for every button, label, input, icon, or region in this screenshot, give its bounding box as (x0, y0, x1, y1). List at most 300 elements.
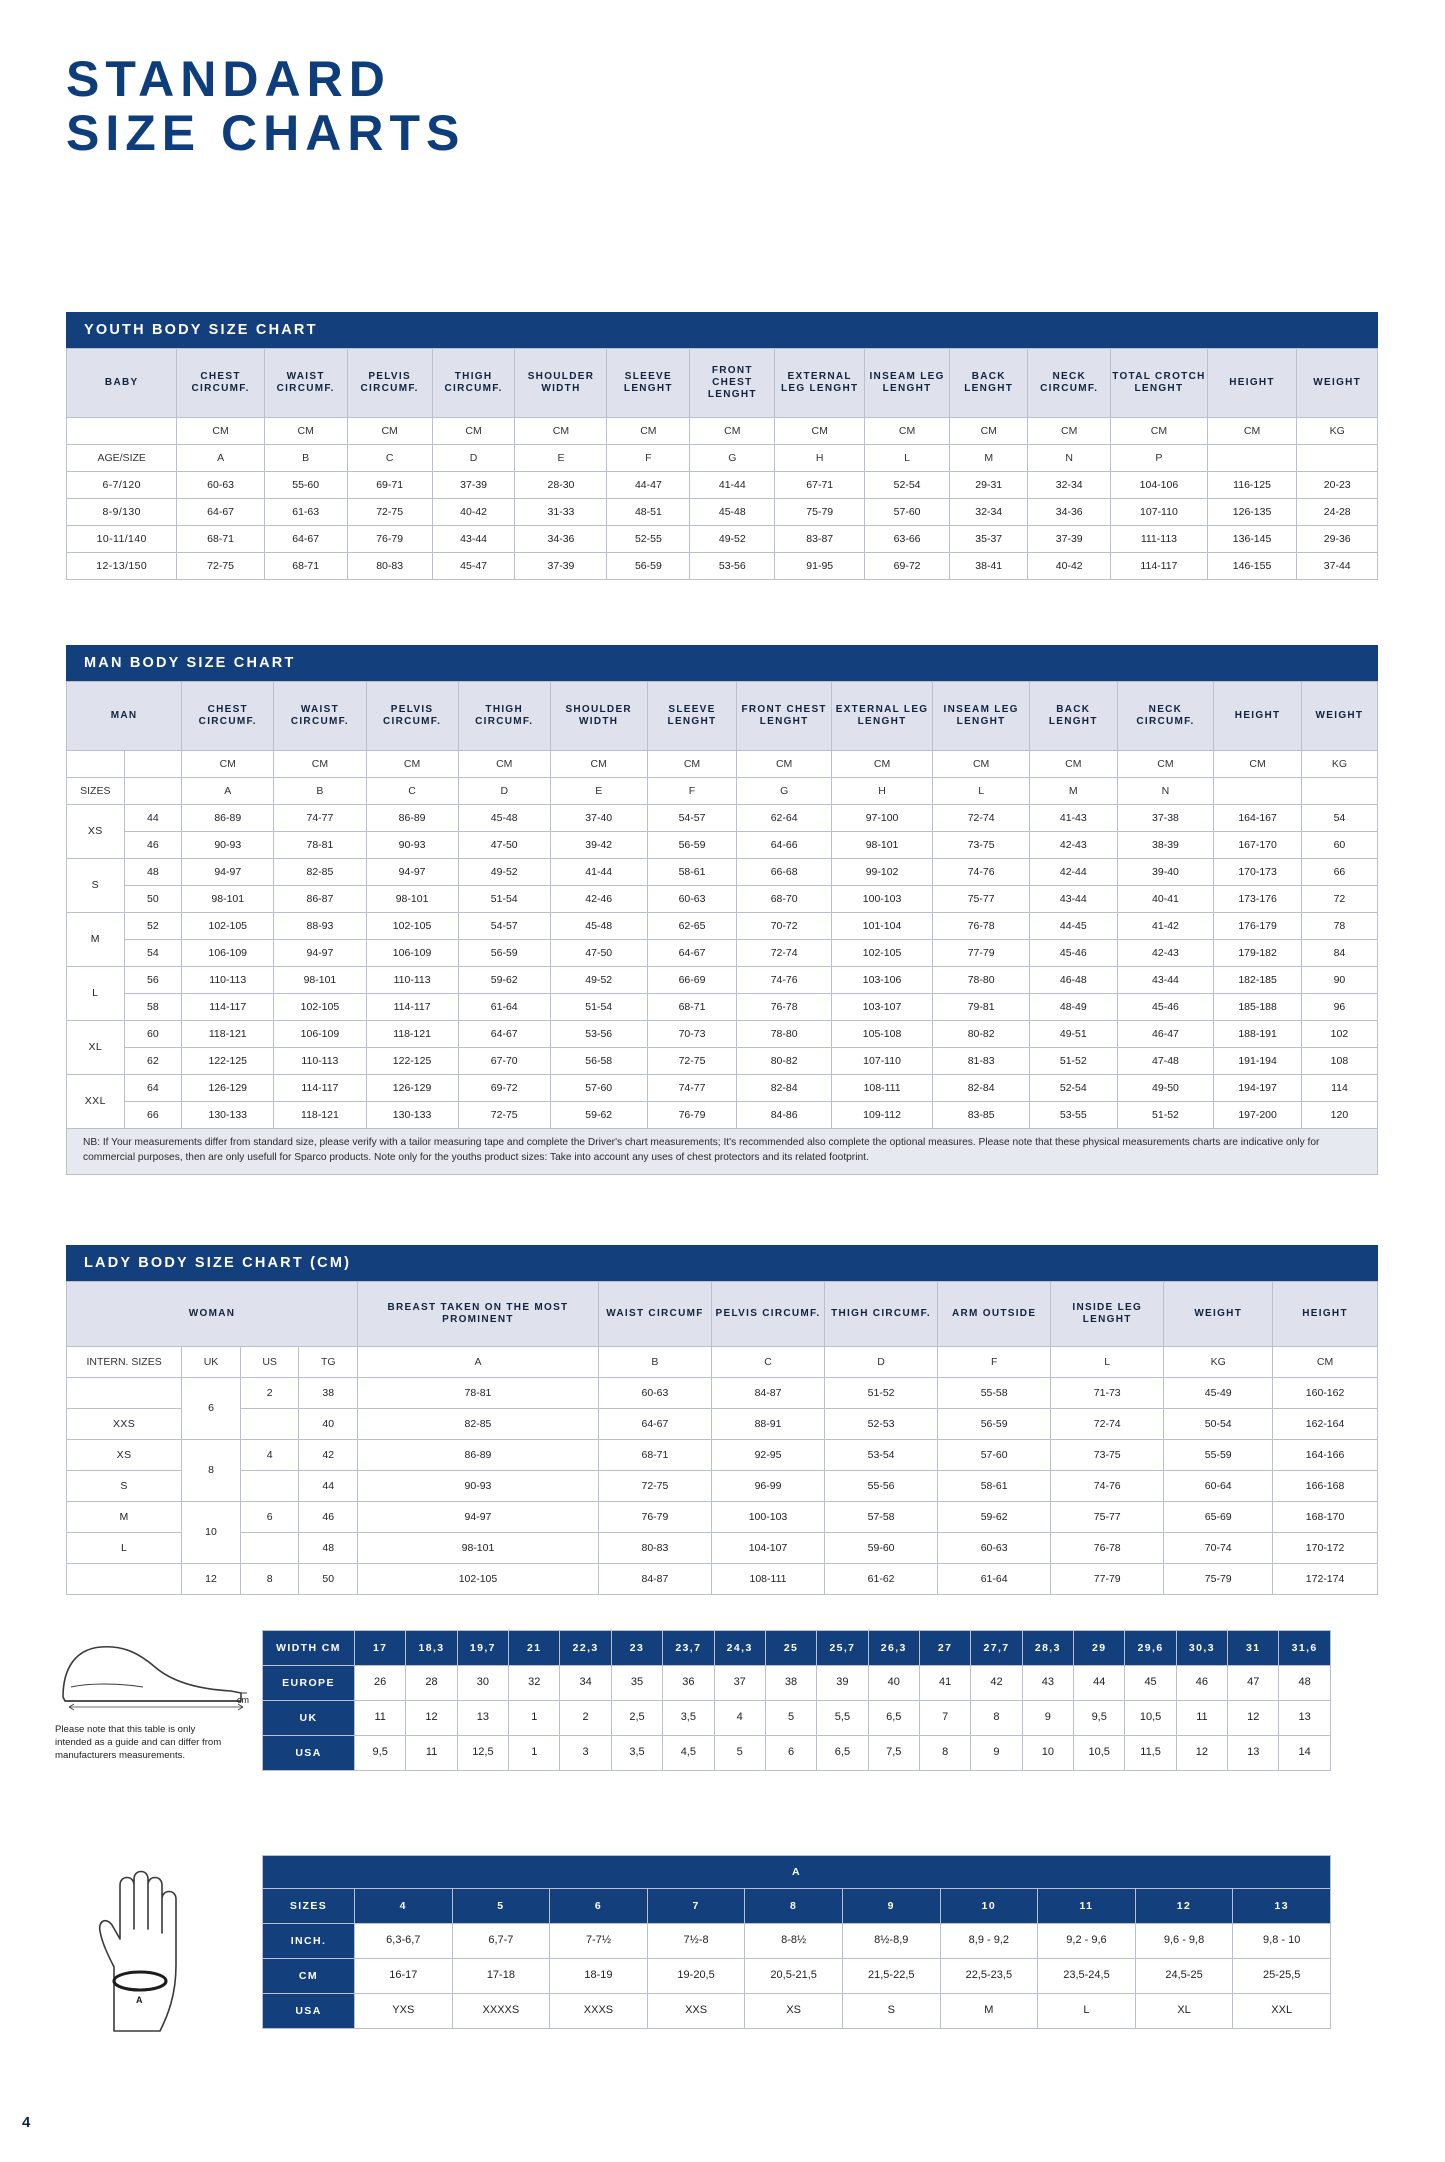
man-data-cell: 46-47 (1117, 1021, 1214, 1048)
man-data-cell: 61-64 (458, 994, 550, 1021)
lady-intern-size (67, 1564, 182, 1595)
man-data-cell: 38-39 (1117, 832, 1214, 859)
man-unit-cell (124, 751, 182, 778)
man-data-cell: 47-50 (550, 940, 647, 967)
youth-letter-cell (1297, 445, 1378, 472)
man-data-cell: 76-78 (933, 913, 1030, 940)
man-data-cell: 191-194 (1214, 1048, 1302, 1075)
man-data-cell: 130-133 (366, 1102, 458, 1129)
man-data-cell: 98-101 (366, 886, 458, 913)
man-letter-cell: L (933, 778, 1030, 805)
man-data-cell: 106-109 (366, 940, 458, 967)
youth-header-cell: INSEAM LEG LENGHT (865, 349, 950, 418)
man-letter-cell: B (274, 778, 366, 805)
man-data-cell: 114-117 (274, 1075, 366, 1102)
man-data-cell: 86-87 (274, 886, 366, 913)
man-data-cell: 83-85 (933, 1102, 1030, 1129)
man-data-cell: 188-191 (1214, 1021, 1302, 1048)
lady-us-size (240, 1533, 299, 1564)
glove-cell: 18-19 (550, 1959, 648, 1994)
shoe-cell: 8 (919, 1736, 970, 1771)
shoe-table (262, 1630, 1331, 1771)
man-data-cell: 46-48 (1030, 967, 1118, 994)
lady-data-cell: 82-85 (358, 1409, 599, 1440)
shoe-cell: 13 (457, 1701, 508, 1736)
glove-cell: 7-7½ (550, 1924, 648, 1959)
man-data-row (67, 1048, 1378, 1075)
shoe-size-chart (262, 1630, 1330, 1771)
man-unit-cell: CM (550, 751, 647, 778)
shoe-cell: 27 (919, 1631, 970, 1666)
glove-row (263, 1889, 1331, 1924)
man-data-cell: 41-44 (550, 859, 647, 886)
man-data-cell: 43-44 (1117, 967, 1214, 994)
shoe-cell: 12 (406, 1701, 457, 1736)
man-data-cell: 45-48 (458, 805, 550, 832)
man-data-cell: 106-109 (182, 940, 274, 967)
man-data-cell: 62-64 (737, 805, 831, 832)
man-header-cell: WEIGHT (1301, 682, 1377, 751)
youth-letter-cell: N (1028, 445, 1111, 472)
shoe-icon (55, 1635, 255, 1715)
shoe-cell: 4,5 (663, 1736, 714, 1771)
man-size-number: 44 (124, 805, 182, 832)
man-data-row (67, 1021, 1378, 1048)
lady-header-cell: INSIDE LEG LENGHT (1051, 1282, 1164, 1347)
man-data-row (67, 1075, 1378, 1102)
man-body-size-chart (66, 645, 1378, 1175)
man-data-cell: 52-54 (1030, 1075, 1118, 1102)
youth-letter-cell: H (775, 445, 865, 472)
youth-data-cell: 12-13/150 (67, 553, 177, 580)
man-data-cell: 80-82 (933, 1021, 1030, 1048)
man-data-cell: 64-67 (458, 1021, 550, 1048)
youth-data-cell: 126-135 (1207, 499, 1297, 526)
man-data-cell: 51-54 (550, 994, 647, 1021)
man-data-cell: 94-97 (182, 859, 274, 886)
youth-data-cell: 60-63 (177, 472, 264, 499)
glove-cell: 6,7-7 (452, 1924, 550, 1959)
man-data-cell: 42-43 (1117, 940, 1214, 967)
man-data-cell: 72 (1301, 886, 1377, 913)
man-data-cell: 69-72 (458, 1075, 550, 1102)
man-data-cell: 53-55 (1030, 1102, 1118, 1129)
lady-us-size (240, 1471, 299, 1502)
man-data-cell: 96 (1301, 994, 1377, 1021)
youth-unit-cell: CM (690, 418, 775, 445)
lady-data-cell: 168-170 (1273, 1502, 1378, 1533)
shoe-row (263, 1701, 1331, 1736)
youth-data-cell: 45-47 (432, 553, 515, 580)
youth-data-cell: 40-42 (1028, 553, 1111, 580)
glove-cell: 8½-8,9 (842, 1924, 940, 1959)
page-title-line1: STANDARD (66, 51, 391, 107)
man-data-cell: 39-42 (550, 832, 647, 859)
youth-unit-cell: CM (865, 418, 950, 445)
lady-data-cell: 166-168 (1273, 1471, 1378, 1502)
lady-data-cell: 57-58 (825, 1502, 938, 1533)
shoe-cell: 5,5 (817, 1701, 868, 1736)
youth-data-cell: 53-56 (690, 553, 775, 580)
man-data-cell: 44-45 (1030, 913, 1118, 940)
glove-row-label: USA (263, 1994, 355, 2029)
lady-data-cell: 55-56 (825, 1471, 938, 1502)
man-unit-cell: CM (647, 751, 737, 778)
youth-data-row (67, 472, 1378, 499)
man-unit-cell: CM (1214, 751, 1302, 778)
youth-data-cell: 80-83 (347, 553, 432, 580)
shoe-cell: 39 (817, 1666, 868, 1701)
man-data-cell: 56-59 (458, 940, 550, 967)
man-data-cell: 108-111 (831, 1075, 932, 1102)
glove-cell: XXL (1233, 1994, 1331, 2029)
man-data-cell: 54-57 (458, 913, 550, 940)
man-data-cell: 42-46 (550, 886, 647, 913)
lady-tg-size: 38 (299, 1378, 358, 1409)
youth-data-cell: 6-7/120 (67, 472, 177, 499)
youth-header-cell: EXTERNAL LEG LENGHT (775, 349, 865, 418)
shoe-cell: 3 (560, 1736, 611, 1771)
lady-data-cell: 57-60 (938, 1440, 1051, 1471)
glove-cell: 22,5-23,5 (940, 1959, 1038, 1994)
youth-data-cell: 111-113 (1111, 526, 1208, 553)
shoe-cell: 37 (714, 1666, 765, 1701)
man-data-cell: 179-182 (1214, 940, 1302, 967)
shoe-cell: 41 (919, 1666, 970, 1701)
lady-data-cell: 64-67 (598, 1409, 711, 1440)
man-data-cell: 54 (1301, 805, 1377, 832)
glove-cell: 17-18 (452, 1959, 550, 1994)
man-letter-cell: SIZES (67, 778, 125, 805)
lady-intern-size (67, 1378, 182, 1409)
shoe-note: Please note that this table is only intended as a guide and can differ from manufacturers measurements. (55, 1724, 222, 1761)
youth-data-cell: 32-34 (1028, 472, 1111, 499)
youth-unit-cell: CM (515, 418, 607, 445)
man-data-cell: 37-38 (1117, 805, 1214, 832)
man-size-number: 64 (124, 1075, 182, 1102)
man-data-cell: 51-52 (1117, 1102, 1214, 1129)
glove-title-cell: A (263, 1856, 1331, 1889)
glove-row (263, 1994, 1331, 2029)
glove-cell: 20,5-21,5 (745, 1959, 843, 1994)
youth-data-cell: 57-60 (865, 499, 950, 526)
youth-letter-cell: P (1111, 445, 1208, 472)
shoe-cell: 5 (714, 1736, 765, 1771)
man-header-cell: CHEST CIRCUMF. (182, 682, 274, 751)
lady-table (66, 1281, 1378, 1595)
man-data-cell: 103-107 (831, 994, 932, 1021)
man-letter-cell: E (550, 778, 647, 805)
youth-header-cell: WEIGHT (1297, 349, 1378, 418)
lady-tg-size: 48 (299, 1533, 358, 1564)
man-data-cell: 45-46 (1117, 994, 1214, 1021)
man-data-cell: 102-105 (366, 913, 458, 940)
lady-header-cell: THIGH CIRCUMF. (825, 1282, 938, 1347)
youth-letter-cell: M (950, 445, 1028, 472)
youth-header-cell: SHOULDER WIDTH (515, 349, 607, 418)
lady-tg-size: 44 (299, 1471, 358, 1502)
glove-size-chart (262, 1855, 1330, 2029)
youth-data-cell: 37-39 (1028, 526, 1111, 553)
lady-subheader-cell: F (938, 1347, 1051, 1378)
shoe-cell: 28,3 (1022, 1631, 1073, 1666)
shoe-cell: 32 (509, 1666, 560, 1701)
lady-tg-size: 40 (299, 1409, 358, 1440)
man-data-cell: 64-66 (737, 832, 831, 859)
man-data-cell: 66-69 (647, 967, 737, 994)
youth-data-cell: 55-60 (264, 472, 347, 499)
man-data-cell: 122-125 (366, 1048, 458, 1075)
man-header-cell: SLEEVE LENGHT (647, 682, 737, 751)
shoe-cell: 4 (714, 1701, 765, 1736)
man-data-cell: 68-70 (737, 886, 831, 913)
man-data-cell: 164-167 (1214, 805, 1302, 832)
youth-unit-cell: CM (264, 418, 347, 445)
page-title-line2: SIZE CHARTS (66, 105, 466, 161)
shoe-cell: 29 (1074, 1631, 1125, 1666)
man-data-cell: 56-59 (647, 832, 737, 859)
lady-data-cell: 104-107 (711, 1533, 824, 1564)
man-data-cell: 81-83 (933, 1048, 1030, 1075)
lady-data-cell: 92-95 (711, 1440, 824, 1471)
man-data-cell: 79-81 (933, 994, 1030, 1021)
glove-cell: 7½-8 (647, 1924, 745, 1959)
lady-uk-size: 10 (182, 1502, 241, 1564)
youth-data-cell: 116-125 (1207, 472, 1297, 499)
man-data-cell: 74-77 (647, 1075, 737, 1102)
youth-data-row (67, 526, 1378, 553)
man-data-cell: 40-41 (1117, 886, 1214, 913)
man-unit-cell: CM (1030, 751, 1118, 778)
glove-row-label: CM (263, 1959, 355, 1994)
man-data-row (67, 886, 1378, 913)
youth-unit-cell: CM (432, 418, 515, 445)
shoe-cell: 46 (1176, 1666, 1227, 1701)
lady-intern-size: M (67, 1502, 182, 1533)
man-data-cell: 88-93 (274, 913, 366, 940)
man-data-cell: 110-113 (366, 967, 458, 994)
shoe-cell: 26 (355, 1666, 406, 1701)
youth-data-cell: 61-63 (264, 499, 347, 526)
youth-data-cell: 38-41 (950, 553, 1028, 580)
man-data-cell: 102-105 (274, 994, 366, 1021)
lady-data-cell: 76-78 (1051, 1533, 1164, 1564)
man-data-cell: 194-197 (1214, 1075, 1302, 1102)
lady-intern-size: L (67, 1533, 182, 1564)
glove-cell: XXXXS (452, 1994, 550, 2029)
glove-row-label: SIZES (263, 1889, 355, 1924)
lady-subheader-cell: D (825, 1347, 938, 1378)
glove-row-label: INCH. (263, 1924, 355, 1959)
man-data-cell: 197-200 (1214, 1102, 1302, 1129)
youth-data-cell: 24-28 (1297, 499, 1378, 526)
table-unit-row (67, 751, 1378, 778)
youth-unit-cell (67, 418, 177, 445)
man-data-cell: 98-101 (274, 967, 366, 994)
man-data-cell: 114-117 (182, 994, 274, 1021)
lady-data-row (67, 1564, 1378, 1595)
shoe-row-label: UK (263, 1701, 355, 1736)
man-size-number: 62 (124, 1048, 182, 1075)
man-data-cell: 73-75 (933, 832, 1030, 859)
man-data-cell: 102 (1301, 1021, 1377, 1048)
youth-header-cell: WAIST CIRCUMF. (264, 349, 347, 418)
youth-letter-cell: AGE/SIZE (67, 445, 177, 472)
youth-data-cell: 37-44 (1297, 553, 1378, 580)
glove-title-row (263, 1856, 1331, 1889)
man-size-number: 60 (124, 1021, 182, 1048)
man-data-cell: 66-68 (737, 859, 831, 886)
youth-data-cell: 83-87 (775, 526, 865, 553)
shoe-row-label: USA (263, 1736, 355, 1771)
lady-data-cell: 84-87 (598, 1564, 711, 1595)
youth-data-cell: 52-54 (865, 472, 950, 499)
lady-data-cell: 74-76 (1051, 1471, 1164, 1502)
glove-row (263, 1959, 1331, 1994)
man-section-heading: MAN BODY SIZE CHART (66, 645, 1378, 681)
man-data-cell: 185-188 (1214, 994, 1302, 1021)
man-data-cell: 114 (1301, 1075, 1377, 1102)
glove-cell: 21,5-22,5 (842, 1959, 940, 1994)
shoe-cell: 25 (765, 1631, 816, 1666)
man-data-cell: 100-103 (831, 886, 932, 913)
man-data-cell: 99-102 (831, 859, 932, 886)
man-data-cell: 56-58 (550, 1048, 647, 1075)
lady-intern-size: XXS (67, 1409, 182, 1440)
youth-body-size-chart (66, 312, 1378, 580)
man-letter-cell: H (831, 778, 932, 805)
lady-data-row (67, 1502, 1378, 1533)
shoe-cell: 25,7 (817, 1631, 868, 1666)
man-data-cell: 51-54 (458, 886, 550, 913)
shoe-cell: 28 (406, 1666, 457, 1701)
shoe-cell: 6,5 (817, 1736, 868, 1771)
man-data-cell: 126-129 (366, 1075, 458, 1102)
youth-data-cell: 45-48 (690, 499, 775, 526)
lady-data-cell: 60-63 (938, 1533, 1051, 1564)
glove-cell: 9,2 - 9,6 (1038, 1924, 1136, 1959)
man-size-number: 46 (124, 832, 182, 859)
man-data-cell: 106-109 (274, 1021, 366, 1048)
man-data-cell: 109-112 (831, 1102, 932, 1129)
youth-data-cell: 69-71 (347, 472, 432, 499)
youth-data-cell: 68-71 (177, 526, 264, 553)
man-data-cell: 59-62 (550, 1102, 647, 1129)
lady-data-cell: 61-62 (825, 1564, 938, 1595)
man-data-cell: 49-52 (550, 967, 647, 994)
man-data-cell: 110-113 (182, 967, 274, 994)
shoe-cell: 18,3 (406, 1631, 457, 1666)
youth-unit-cell: KG (1297, 418, 1378, 445)
man-data-cell: 37-40 (550, 805, 647, 832)
table-letter-row (67, 778, 1378, 805)
man-header-cell: EXTERNAL LEG LENGHT (831, 682, 932, 751)
man-size-label: XS (67, 805, 125, 859)
lady-subheader-cell: US (240, 1347, 299, 1378)
lady-subheader-cell: TG (299, 1347, 358, 1378)
shoe-cell: 31 (1228, 1631, 1279, 1666)
man-data-cell: 86-89 (366, 805, 458, 832)
shoe-cell: 30,3 (1176, 1631, 1227, 1666)
shoe-row (263, 1736, 1331, 1771)
youth-unit-cell: CM (950, 418, 1028, 445)
youth-data-row (67, 553, 1378, 580)
shoe-cell: 17 (355, 1631, 406, 1666)
shoe-cell: 6,5 (868, 1701, 919, 1736)
shoe-cell: 48 (1279, 1666, 1330, 1701)
glove-cell: XXS (647, 1994, 745, 2029)
youth-data-cell: 37-39 (515, 553, 607, 580)
man-data-cell: 102-105 (182, 913, 274, 940)
shoe-cell: 2,5 (611, 1701, 662, 1736)
man-data-cell: 43-44 (1030, 886, 1118, 913)
youth-data-cell: 76-79 (347, 526, 432, 553)
man-data-cell: 130-133 (182, 1102, 274, 1129)
man-data-cell: 76-78 (737, 994, 831, 1021)
lady-us-size: 8 (240, 1564, 299, 1595)
lady-data-row (67, 1533, 1378, 1564)
youth-data-cell: 31-33 (515, 499, 607, 526)
man-size-number: 58 (124, 994, 182, 1021)
shoe-cell: 13 (1279, 1701, 1330, 1736)
glove-cell: 7 (647, 1889, 745, 1924)
lady-data-cell: 51-52 (825, 1378, 938, 1409)
shoe-cell: 11 (406, 1736, 457, 1771)
glove-cell: XXXS (550, 1994, 648, 2029)
man-header-cell: MAN (67, 682, 182, 751)
man-size-number: 52 (124, 913, 182, 940)
youth-data-cell: 72-75 (177, 553, 264, 580)
lady-data-cell: 78-81 (358, 1378, 599, 1409)
man-data-row (67, 940, 1378, 967)
lady-data-cell: 73-75 (1051, 1440, 1164, 1471)
table-subheader-row (67, 1347, 1378, 1378)
lady-subheader-cell: UK (182, 1347, 241, 1378)
man-header-cell: NECK CIRCUMF. (1117, 682, 1214, 751)
man-data-cell: 86-89 (182, 805, 274, 832)
man-data-cell: 105-108 (831, 1021, 932, 1048)
man-data-cell: 90-93 (182, 832, 274, 859)
glove-cell: M (940, 1994, 1038, 2029)
man-data-row (67, 913, 1378, 940)
youth-header-cell: THIGH CIRCUMF. (432, 349, 515, 418)
lady-data-cell: 160-162 (1273, 1378, 1378, 1409)
youth-data-cell: 114-117 (1111, 553, 1208, 580)
youth-data-cell: 8-9/130 (67, 499, 177, 526)
man-data-cell: 75-77 (933, 886, 1030, 913)
glove-cell: 10 (940, 1889, 1038, 1924)
man-data-cell: 84 (1301, 940, 1377, 967)
lady-header-cell: HEIGHT (1273, 1282, 1378, 1347)
man-data-cell: 72-75 (647, 1048, 737, 1075)
man-unit-cell: CM (1117, 751, 1214, 778)
youth-data-cell: 63-66 (865, 526, 950, 553)
man-data-cell: 57-60 (550, 1075, 647, 1102)
man-header-cell: PELVIS CIRCUMF. (366, 682, 458, 751)
man-size-number: 48 (124, 859, 182, 886)
man-header-cell: BACK LENGHT (1030, 682, 1118, 751)
man-data-cell: 60 (1301, 832, 1377, 859)
youth-data-cell: 68-71 (264, 553, 347, 580)
youth-letter-cell: D (432, 445, 515, 472)
lady-data-cell: 58-61 (938, 1471, 1051, 1502)
man-size-number: 66 (124, 1102, 182, 1129)
lady-data-cell: 170-172 (1273, 1533, 1378, 1564)
man-data-cell: 42-44 (1030, 859, 1118, 886)
man-letter-cell (124, 778, 182, 805)
youth-data-cell: 29-31 (950, 472, 1028, 499)
man-data-cell: 74-77 (274, 805, 366, 832)
